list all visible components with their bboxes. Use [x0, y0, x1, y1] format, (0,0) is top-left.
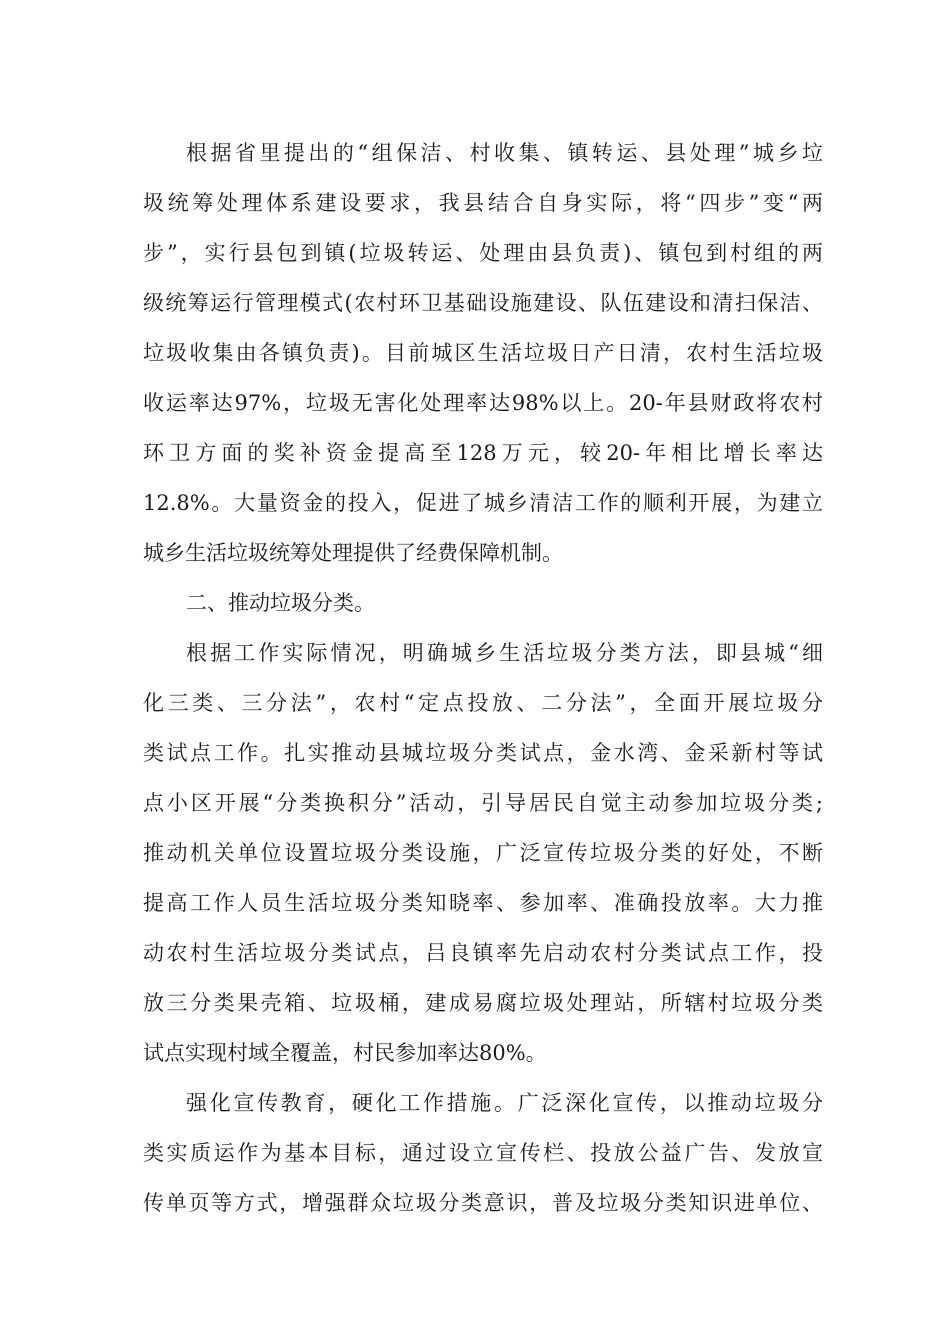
paragraph-publicity	[143, 1078, 823, 1228]
text-line: 收运率达97%，垃圾无害化处理率达98%以上。20-年县财政将农村	[143, 391, 823, 415]
text-line: 类试点工作。扎实推动县城垃圾分类试点，金水湾、金采新村等试	[143, 741, 823, 765]
document-body	[143, 128, 823, 1228]
text-line: 城乡生活垃圾统筹处理提供了经费保障机制。	[143, 541, 563, 565]
text-line: 传单页等方式，增强群众垃圾分类意识，普及垃圾分类知识进单位、	[143, 1191, 823, 1215]
text-line: 提高工作人员生活垃圾分类知晓率、参加率、准确投放率。大力推	[143, 891, 823, 915]
text-line: 环卫方面的奖补资金提高至128万元，较20-年相比增长率达	[143, 441, 823, 465]
paragraph-funding	[143, 128, 823, 578]
text-line: 类实质运作为基本目标，通过设立宣传栏、投放公益广告、发放宣	[143, 1141, 823, 1165]
paragraph-classification	[143, 628, 823, 1078]
text-line: 点小区开展“分类换积分”活动，引导居民自觉主动参加垃圾分类;	[143, 791, 823, 815]
text-line: 步”，实行县包到镇(垃圾转运、处理由县负责)、镇包到村组的两	[143, 241, 823, 265]
text-line: 根据工作实际情况，明确城乡生活垃圾分类方法，即县城“细	[186, 641, 823, 665]
text-line: 化三类、三分法”，农村“定点投放、二分法”，全面开展垃圾分	[143, 691, 823, 715]
text-line: 12.8%。大量资金的投入，促进了城乡清洁工作的顺利开展，为建立	[143, 491, 823, 515]
text-line: 试点实现村域全覆盖，村民参加率达80%。	[143, 1041, 547, 1065]
section-heading	[143, 578, 823, 628]
text-line: 根据省里提出的“组保洁、村收集、镇转运、县处理”城乡垃	[186, 141, 823, 165]
text-line: 强化宣传教育，硬化工作措施。广泛深化宣传，以推动垃圾分	[186, 1091, 823, 1115]
text-line: 级统筹运行管理模式(农村环卫基础设施建设、队伍建设和清扫保洁、	[143, 291, 823, 315]
text-line: 放三分类果壳箱、垃圾桶，建成易腐垃圾处理站，所辖村垃圾分类	[143, 991, 823, 1015]
heading-line: 二、推动垃圾分类。	[186, 591, 375, 615]
text-line: 垃圾收集由各镇负责)。目前城区生活垃圾日产日清，农村生活垃圾	[143, 341, 823, 365]
text-line: 动农村生活垃圾分类试点，吕良镇率先启动农村分类试点工作，投	[143, 941, 823, 965]
text-line: 推动机关单位设置垃圾分类设施，广泛宣传垃圾分类的好处，不断	[143, 841, 823, 865]
text-line: 圾统筹处理体系建设要求，我县结合自身实际，将“四步”变“两	[143, 191, 823, 215]
